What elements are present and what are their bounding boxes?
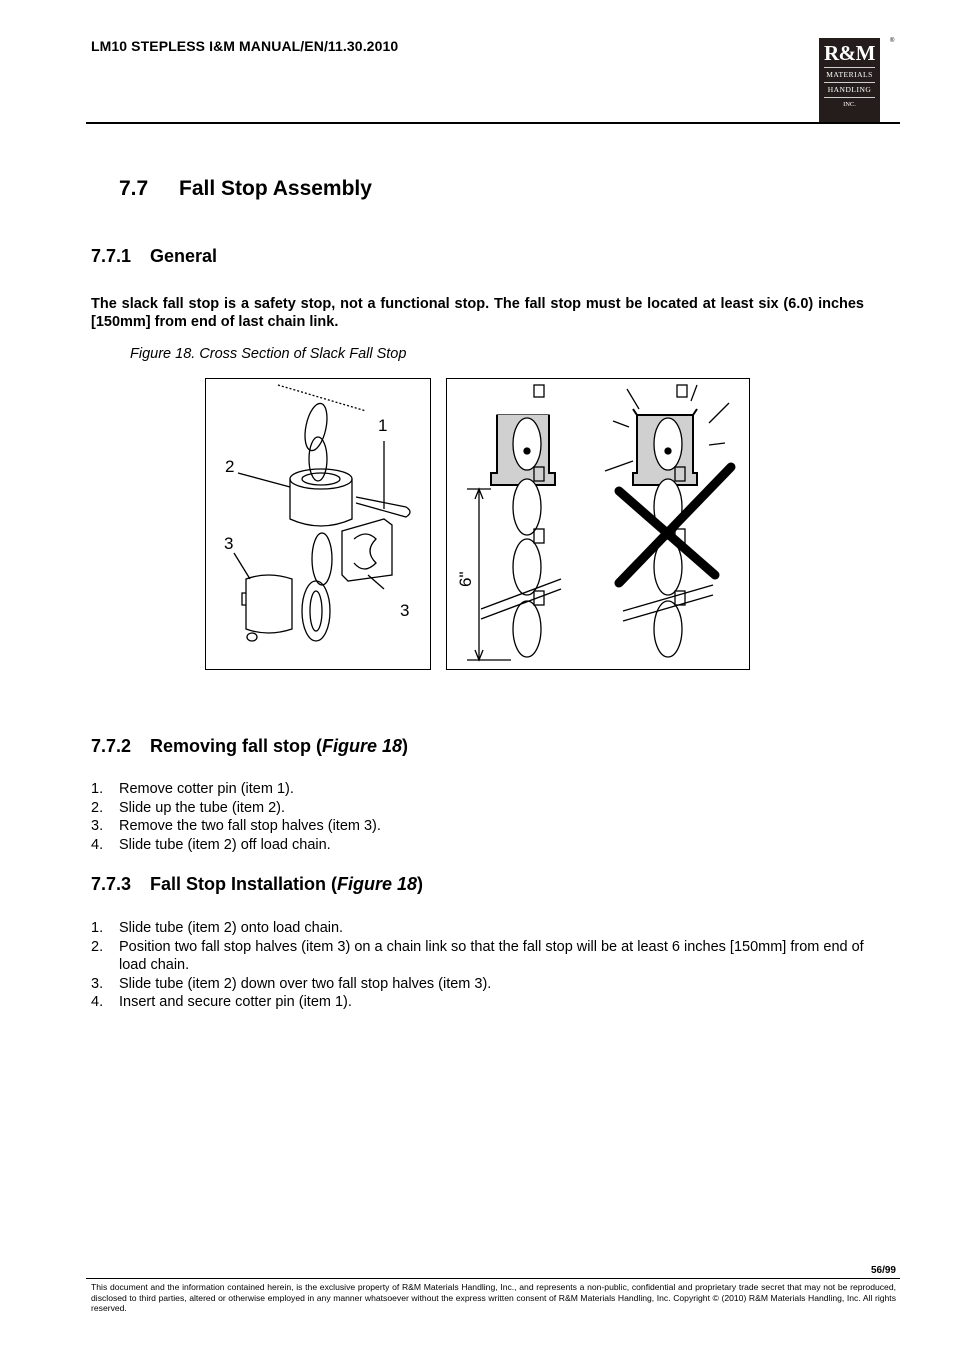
step-number: 4.	[91, 836, 104, 853]
figure-cross-section	[446, 378, 750, 670]
logo-divider	[824, 67, 875, 68]
list-item	[91, 975, 881, 994]
step-number: 1.	[91, 920, 104, 936]
step-text: Remove cotter pin (item 1).	[119, 781, 294, 797]
company-logo	[819, 38, 880, 122]
list-item	[91, 780, 881, 799]
installation-title-suffix: )	[417, 874, 424, 894]
list-item	[91, 993, 881, 1012]
exploded-view-drawing	[206, 379, 430, 669]
dimension-6-inch: 6"	[456, 571, 475, 587]
removing-number: 7.7.2	[91, 736, 132, 756]
logo-divider	[824, 82, 875, 83]
logo-line-inc: INC.	[843, 101, 856, 108]
section-number: 7.7	[119, 177, 149, 200]
footer-divider	[86, 1278, 900, 1279]
list-item	[91, 799, 881, 818]
logo-line-materials: MATERIALS	[826, 70, 873, 79]
callout-1: 1	[378, 416, 388, 435]
general-heading	[91, 246, 217, 267]
logo-divider	[824, 97, 875, 98]
step-text: Slide tube (item 2) off load chain.	[119, 836, 331, 853]
step-number: 2.	[91, 938, 104, 955]
step-text: Slide up the tube (item 2).	[119, 799, 286, 816]
general-number: 7.7.1	[91, 246, 132, 266]
step-text: Insert and secure cotter pin (item 1).	[119, 994, 352, 1010]
footer-notice: This document and the information contained herein, is the exclusive property of R&M Materials Handling, Inc., and represents a non-public, confidential and proprietary trade secret that may not be reproduced, disclosed to third parties, altered or otherwise employed in any manner whatsoever without the express written consent of R&M Materials Handling, Inc. Copyright © (2010) R&M Materials Handling, Inc. All rights reserved.	[91, 1282, 896, 1314]
cross-section-drawing	[447, 379, 749, 669]
removing-figure-ref: Figure 18	[322, 736, 403, 756]
installation-title-prefix: Fall Stop Installation (	[150, 874, 338, 894]
installation-steps-list	[91, 919, 881, 1012]
installation-number: 7.7.3	[91, 874, 132, 894]
callout-3-right: 3	[400, 601, 410, 620]
header-divider	[86, 122, 900, 124]
callout-2: 2	[225, 457, 235, 476]
logo-rm: R&M	[824, 41, 875, 65]
figure-caption: Figure 18. Cross Section of Slack Fall Stop	[130, 346, 407, 362]
step-text: Slide tube (item 2) onto load chain.	[119, 920, 344, 936]
removing-title-suffix: )	[402, 736, 409, 756]
section-heading	[119, 177, 372, 201]
list-item	[91, 938, 881, 975]
callout-3-left: 3	[224, 534, 234, 553]
installation-figure-ref: Figure 18	[337, 874, 418, 894]
document-header-title: LM10 STEPLESS I&M MANUAL/EN/11.30.2010	[91, 38, 399, 54]
page-number: 56/99	[870, 1265, 896, 1276]
registered-mark: ®	[890, 38, 895, 44]
step-text: Position two fall stop halves (item 3) on a chain link so that the fall stop will be at least 6 inches [150mm] from end of load chain.	[119, 938, 864, 973]
list-item	[91, 919, 881, 938]
list-item	[91, 836, 881, 855]
step-number: 1.	[91, 781, 104, 797]
step-text: Remove the two fall stop halves (item 3).	[119, 818, 381, 834]
section-title: Fall Stop Assembly	[179, 177, 372, 200]
step-text: Slide tube (item 2) down over two fall stop halves (item 3).	[119, 975, 492, 992]
list-item	[91, 817, 881, 836]
step-number: 3.	[91, 975, 104, 992]
removing-heading	[91, 736, 408, 757]
general-paragraph: The slack fall stop is a safety stop, not a functional stop. The fall stop must be located at least six (6.0) inches [150mm] from end of last chain link.	[91, 296, 864, 330]
installation-heading	[91, 874, 423, 895]
step-number: 4.	[91, 994, 104, 1010]
logo-line-handling: HANDLING	[827, 85, 872, 94]
step-number: 3.	[91, 818, 104, 834]
step-number: 2.	[91, 799, 104, 816]
removing-title-prefix: Removing fall stop (	[150, 736, 323, 756]
removing-steps-list	[91, 780, 881, 854]
general-title: General	[150, 246, 218, 266]
figure-exploded-view	[205, 378, 431, 670]
